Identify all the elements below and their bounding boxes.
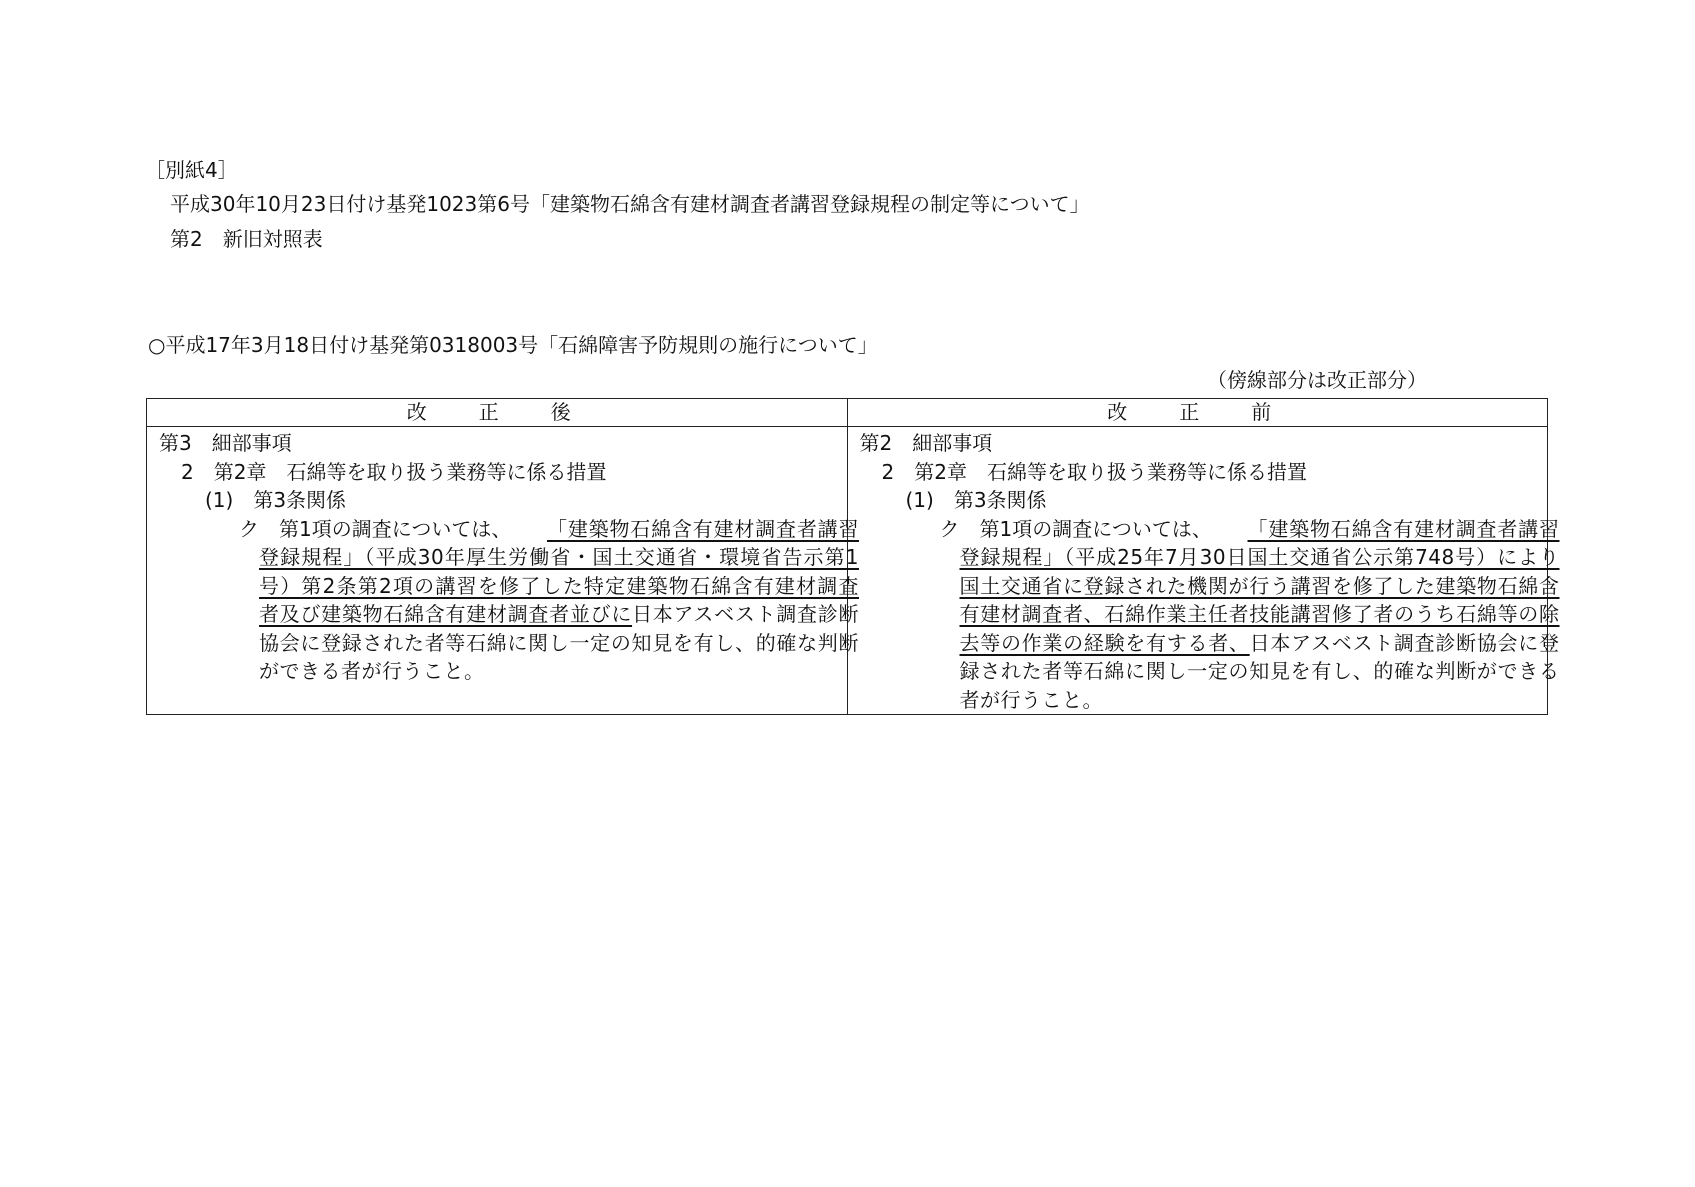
after-item-prefix: ク 第1項の調査については、 [239,516,512,541]
after-amended-text: 「建築物石綿含有建材調査者講習登録規程」（平成30年厚生労働省・国土交通省・環境省告示第1号）第2条第2項の講習を修了した特定建築物石綿含有建材調査者及び建築物石綿含有建材調査者並びに [259,516,859,626]
underline-note: （傍線部分は改正部分） [1207,368,1427,392]
comparison-table [146,398,1560,715]
before-item-prefix: ク 第1項の調査については、 [939,516,1212,541]
after-heading-chapter: 2 第2章 石綿等を取り扱う業務等に係る措置 [181,459,607,484]
column-header-after: 改 正 後 [147,399,848,427]
column-header-before: 改 正 前 [847,399,1548,427]
before-item-text [960,515,1560,715]
notice-title: 平成30年10月23日付け基発1023第6号「建築物石綿含有建材調査者講習登録規程の制定等について」 [170,192,1090,216]
after-common-text: 日本アスベスト調査診断協会に登録された者等石綿に関し一定の知見を有し、的確な判断ができる者が行うこと。 [259,602,860,683]
attachment-label: ［別紙4］ [145,158,238,182]
before-amended-text: 「建築物石綿含有建材調査者講習登録規程」（平成25年7月30日国土交通省公示第748号）により国土交通省に登録された機関が行う講習を修了した建築物石綿含有建材調査者、石綿作業主任者技能講習修了者のうち石綿等の除去等の作業の経験を有する者、 [959,516,1560,655]
after-heading-section: 第3 細部事項 [159,431,292,455]
before-common-text: 日本アスベスト調査診断協会に登録された者等石綿に関し一定の知見を有し、的確な判断ができる者が行うこと。 [959,630,1560,712]
before-cell [847,427,1560,715]
after-cell [147,427,860,715]
circular-title: ○平成17年3月18日付け基発第0318003号「石綿障害予防規則の施行について」 [148,333,878,357]
after-heading-article: (1) 第3条関係 [205,488,347,512]
before-heading-article: (1) 第3条関係 [905,488,1047,512]
section-title: 第2 新旧対照表 [170,227,323,251]
before-heading-chapter: 2 第2章 石綿等を取り扱う業務等に係る措置 [881,459,1307,484]
before-heading-section: 第2 細部事項 [859,431,993,455]
